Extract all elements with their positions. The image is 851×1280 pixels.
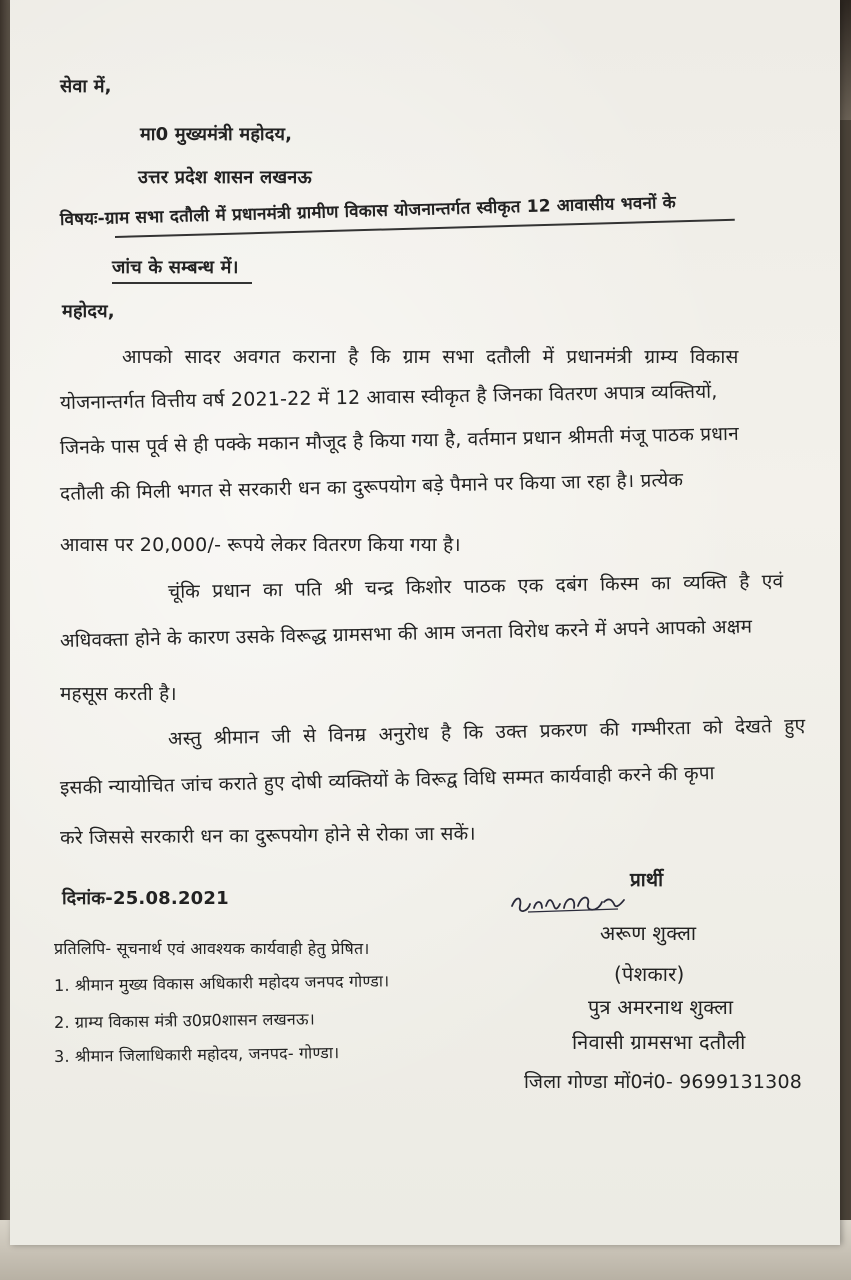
sender-name: अरूण शुक्ला <box>600 921 697 945</box>
subject-line-2: जांच के सम्बन्ध में। <box>112 257 239 278</box>
handwritten-signature <box>508 882 628 922</box>
sender-residence: निवासी ग्रामसभा दतौली <box>572 1030 746 1054</box>
copy-to-item-1: 1. श्रीमान मुख्य विकास अधिकारी महोदय जनपद गोण्डा। <box>53 971 390 995</box>
to-heading: सेवा में, <box>60 76 112 97</box>
para1-line-3: जिनके पास पूर्व से ही पक्के मकान मौजूद है किया गया है, वर्तमान प्रधान श्रीमती मंजू पाठक प्रधान <box>59 422 740 459</box>
subject-underline-2 <box>112 282 252 284</box>
salutation: महोदय, <box>62 301 115 322</box>
para1-line-5: आवास पर 20,000/- रूपये लेकर वितरण किया गया है। <box>60 534 461 556</box>
para2-line-2: अधिवक्ता होने के कारण उसके विरूद्ध ग्रामसभा की आम जनता विरोध करने में अपने आपको अक्षम <box>59 615 753 652</box>
para3-line-1: अस्तु श्रीमान जी से विनम्र अनुरोध है कि उक्त प्रकरण की गम्भीरता को देखते हुए <box>167 714 806 750</box>
para2-line-1: चूंकि प्रधान का पति श्री चन्द्र किशोर पाठक एक दबंग किस्म का व्यक्ति है एवं <box>167 570 784 603</box>
subject-label: विषयः- <box>59 208 106 230</box>
para1-line-2: योजनान्तर्गत वित्तीय वर्ष 2021-22 में 12 आवास स्वीकृत है जिनका वितरण अपात्र व्यक्तियों, <box>59 380 718 414</box>
para3-line-2: इसकी न्यायोचित जांच कराते हुए दोषी व्यक्तियों के विरूद्व विधि सम्मत कार्यवाही करने की कृपा <box>59 762 715 799</box>
letter-paper <box>10 0 840 1245</box>
para3-line-3: करे जिससे सरकारी धन का दुरूपयोग होने से रोका जा सकें। <box>59 822 476 849</box>
copy-to-item-2: 2. ग्राम्य विकास मंत्री उ0प्र0शासन लखनऊ। <box>53 1009 316 1032</box>
para1-line-1: आपको सादर अवगत कराना है कि ग्राम सभा दतौली में प्रधानमंत्री ग्राम्य विकास <box>122 346 739 368</box>
sender-district-mobile: जिला गोण्डा मों0नं0- 9699131308 <box>524 1071 803 1093</box>
recipient-line-2: उत्तर प्रदेश शासन लखनऊ <box>138 167 312 188</box>
para2-line-3: महसूस करती है। <box>60 683 177 705</box>
recipient-line-1: मा0 मुख्यमंत्री महोदय, <box>140 124 293 145</box>
copy-to-item-3: 3. श्रीमान जिलाधिकारी महोदय, जनपद- गोण्डा। <box>53 1043 340 1066</box>
sender-father: पुत्र अमरनाथ शुक्ला <box>588 995 734 1019</box>
copy-to-heading: प्रतिलिपि- सूचनार्थ एवं आवश्यक कार्यवाही हेतु प्रेषित। <box>54 939 370 958</box>
date: दिनांक-25.08.2021 <box>62 888 229 909</box>
subject-text-1: ग्राम सभा दतौली में प्रधानमंत्री ग्रामीण विकास योजनान्तर्गत स्वीकृत 12 आवासीय भवनों के <box>104 192 677 229</box>
sender-role: (पेशकार) <box>614 962 685 986</box>
para1-line-4: दतौली की मिली भगत से सरकारी धन का दुरूपयोग बड़े पैमाने पर किया जा रहा है। प्रत्येक <box>59 468 684 505</box>
sender-label: प्रार्थी <box>630 869 664 891</box>
